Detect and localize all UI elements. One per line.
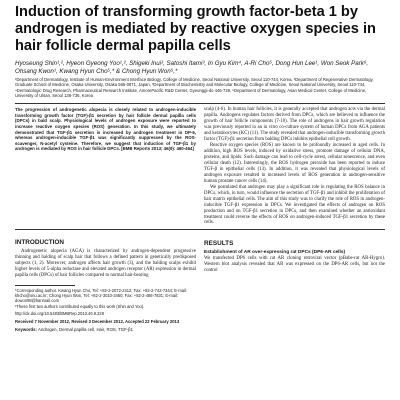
- corresponding-author: *Corresponding author. Kwang Hyun Cho, Tel: +82-2-2072-2412; Fax: +82-2-742-7344; E-mail: khcho@snu.ac.kr; Chong Hyun Won, Tel: +82-2-3010-3460; Fax: +82-2-486-7831; E-mail: dowon98@hanmail.com: [15, 288, 187, 304]
- results-subheading: Establishment of AR over-expressing rat DPCs (DP6-AR cells): [204, 250, 346, 256]
- paragraph: scalp (4-6). In human hair follicles, it is generally accepted that androgen acts via the dermal papilla. Androgens regulates factors derived from DPCs, which are believed to influence the growth of hair follicle components (7-10). The role of androgens in hair growth regulation was previously reported in an in vitro co-culture system of human DPCs from AGA patients and keratinocytes (KC) (11). The study revealed that androgen-inducible transforming growth factor (TGF)-β1 secretion from balding DPCs inhibits epithelial cell growth.: [204, 107, 385, 143]
- body-columns: [15, 235, 385, 332]
- article-title: Induction of transforming growth factor-beta 1 by androgen is mediated by reactive oxygen species in hair follicle dermal papilla cells: [15, 4, 376, 54]
- received-dates: Received 7 November 2012, Revised 3 December 2012, Accepted 22 February 2013: [15, 318, 180, 324]
- keywords-list: Androgen, Dermal papilla cell, Hair, ROS, TGF-β1: [37, 327, 133, 333]
- keywords-label: Keywords:: [15, 327, 37, 333]
- left-column: [15, 235, 196, 332]
- equal-contribution-note: ¹These first two authors contributed equally to this work (Shin and Yoo).: [15, 304, 145, 310]
- footnote-divider: [15, 285, 75, 286]
- author-list: Hyoseung Shin¹,², Hyeon Gyeong Yoo¹,², Shigeki Inui³, Satoshi Itami³, In Gyu Kim⁴, A-Ri Cho⁵, Dong Hun Lee¹, Won Seok Park⁶, Ohsang Kwon¹, Kwang Hyun Cho⁵,* & Chong Hyun Won⁵,*: [15, 60, 369, 75]
- paragraph: Reactive oxygen species (ROS) are known to be profoundly increased in aged cells. In addition, high ROS levels, induced by oxidative stress, promote damage of cellular DNA, proteins, and lipids. Such damage can lead to cell-cycle arrest, cellular senescence, and even cellular death (12). Interestingly, the ROS hydrogen peroxide has been reported to induce TGF-β in epithelial cells (13). In addition, it was revealed that physiological levels of androgen exposure resulted in increased levels of ROS generation in androgen-sensitive human prostate cancer cells (14).: [204, 143, 385, 184]
- introduction-heading: INTRODUCTION: [15, 239, 64, 247]
- doi-link[interactable]: http://dx.doi.org/10.5483/BMBRep.2013.46.9.228: [15, 310, 104, 316]
- introduction-text: Androgenetic alopecia (AGA) is characterized by androgen-dependent progressive thinning and balding of scalp hair that follows a defined pattern in genetically predisposed subjects (1, 2). Moreover, androgen affects hair growth (3), and the balding scalps exhibit higher levels of 5-alpha reductase and elevated androgen receptor (AR) expression in dermal papilla cells (DPCs) of hair follicles compared to normal hair-bearing: [15, 249, 196, 279]
- results-heading: RESULTS: [204, 240, 234, 248]
- paragraph: We postulated that androgen may play a significant role in regulating the ROS balance in DPCs, which, in turn, would influence the secretion of TGF-β1 and inhibit the proliferation of hair matrix epithelial cells. The aim of this study was to clarify the role of ROS in androgen-inducible TGF-β1 expression in DPCs. We investigated the effects of androgen on ROS production and on TGF-β1 secretion in DPCs, and then examined whether an antioxidant treatment could reverse the effects of ROS on androgen-induced TGF-β1 secretion by these cells.: [204, 184, 385, 226]
- affiliations: ¹Department of Dermatology, Institute of Human-Environment Interface Biology, College of Medicine, Seoul National University, Seoul 110-744, Korea, ²Department of Regenerative Dermatology, Graduate School of Medicine, Osaka University, Osaka 565-0871, Japan, ³Department of Biochemistry and Molecular Biology, College of Medicine, Seoul National University, Seoul 110-744, ⁴Dermatologic Drug Research, Pharmaceutical Research Institute, AmorePacific R&D Center, Gyeonggi-do 446-729, ⁵Department of Dermatology, Asan Medical Center, College of Medicine, University of Ulsan, Seoul 138-736, Korea: [15, 77, 374, 99]
- top-section: [15, 103, 385, 230]
- right-column-intro: [204, 107, 385, 226]
- abstract: The progression of androgenetic alopecia is closely related to androgen-inducible transforming growth factor (TGF)-β1 secretion by hair follicle dermal papilla cells (DPCs) in bald scalp. Physiological levels of androgen exposure were reported to increase reactive oxygen species (ROS) generation. In this study, we ultimately demonstrated that TGF-β1 secretion is increased by androgen treatment in DP-6, whereas androgen-inducible TGF-β1 was significantly suppressed by the ROS-scavenger, N-acetyl cysteine. Therefore, we suggest that induction of TGF-β1 by androgen is mediated by ROS in hair follicle DPCs. [BMB Reports 2013; 46(9): 460-464]: [15, 107, 196, 152]
- results-text: We transfected DP6 cells with rat AR cloning retroviral vector (pBabe-rat AR-Hygro). Western blot analysis revealed that AR was expressed on the DP6-AR cells, but not the control: [204, 256, 385, 274]
- keywords: [15, 327, 196, 333]
- right-column: [204, 235, 385, 332]
